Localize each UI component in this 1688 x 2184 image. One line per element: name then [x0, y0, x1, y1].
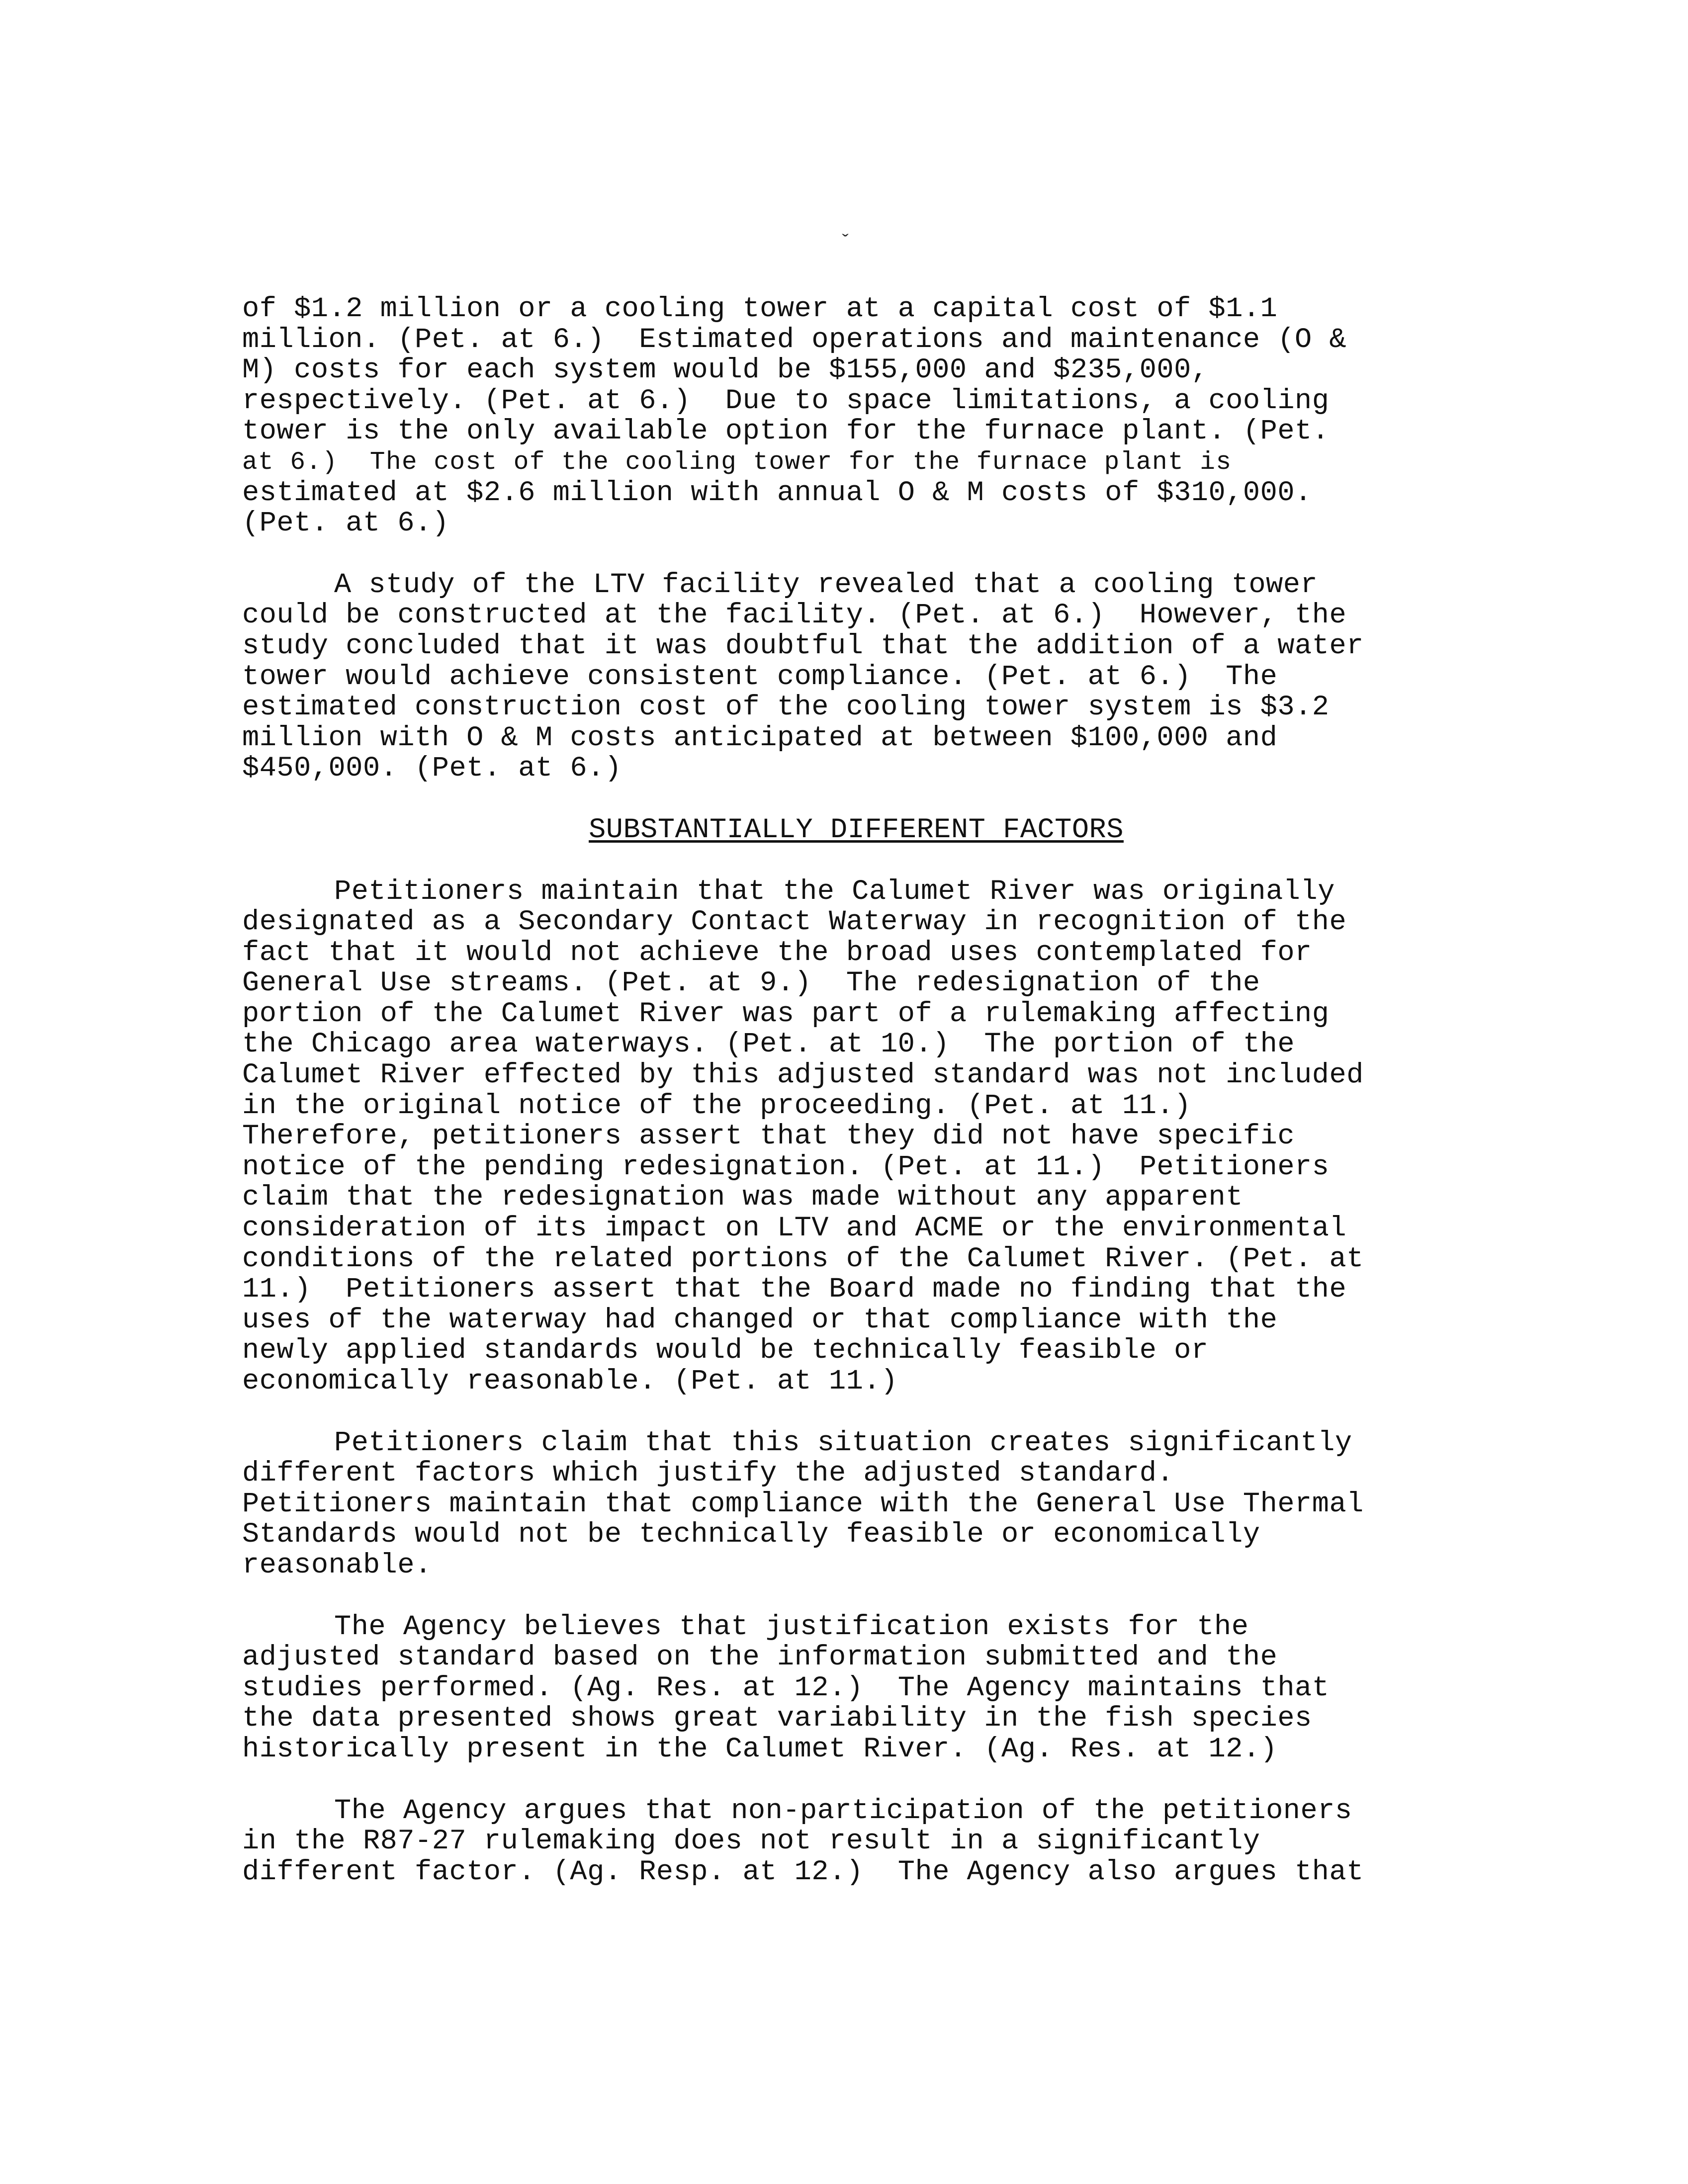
text-line: studies performed. (Ag. Res. at 12.) The Agency maintains that	[242, 1672, 1330, 1704]
text-line: fact that it would not achieve the broad uses contemplated for	[242, 937, 1312, 969]
text-line: M) costs for each system would be $155,000 and $235,000,	[242, 354, 1209, 387]
text-line: tower would achieve consistent compliance. (Pet. at 6.) The	[242, 661, 1278, 693]
text-line: A study of the LTV facility revealed that a cooling tower	[334, 569, 1318, 601]
text-line: in the original notice of the proceeding. (Pet. at 11.)	[242, 1090, 1191, 1122]
text-line: notice of the pending redesignation. (Pet. at 11.) Petitioners	[242, 1151, 1330, 1183]
text-line: estimated construction cost of the cooling tower system is $3.2	[242, 692, 1330, 724]
text-line: could be constructed at the facility. (Pet. at 6.) However, the	[242, 600, 1347, 632]
text-line: uses of the waterway had changed or that compliance with the	[242, 1304, 1278, 1336]
paragraph-petitioners-maintain	[242, 877, 1465, 1398]
text-line: The Agency believes that justification exists for the	[334, 1611, 1249, 1643]
text-line: million with O & M costs anticipated at between $100,000 and	[242, 722, 1278, 754]
text-line: designated as a Secondary Contact Waterway in recognition of the	[242, 906, 1347, 939]
paragraph-agency-believes	[242, 1612, 1465, 1765]
text-line: reasonable.	[242, 1549, 432, 1581]
text-line: estimated at $2.6 million with annual O & M costs of $310,000.	[242, 477, 1312, 509]
text-line: different factors which justify the adjusted standard.	[242, 1458, 1174, 1490]
text-line: Petitioners maintain that compliance with the General Use Thermal	[242, 1488, 1364, 1520]
text-line: study concluded that it was doubtful that the addition of a water	[242, 630, 1364, 662]
text-line: portion of the Calumet River was part of a rulemaking affecting	[242, 998, 1330, 1030]
text-line: (Pet. at 6.)	[242, 508, 449, 540]
text-line: Therefore, petitioners assert that they did not have specific	[242, 1121, 1295, 1153]
paragraph-petitioners-claim	[242, 1428, 1465, 1581]
text-line: tower is the only available option for the furnace plant. (Pet.	[242, 416, 1330, 448]
text-line: $450,000. (Pet. at 6.)	[242, 753, 622, 785]
text-line: Calumet River effected by this adjusted standard was not included	[242, 1059, 1364, 1092]
scan-mark: ˇ	[839, 232, 852, 255]
document-body	[242, 294, 1465, 1919]
text-line: in the R87-27 rulemaking does not result in a significantly	[242, 1826, 1260, 1858]
text-line: at 6.) The cost of the cooling tower for the furnace plant is	[242, 448, 1232, 477]
paragraph-ltv-study	[242, 570, 1465, 785]
paragraph-cooling-costs	[242, 294, 1465, 539]
section-heading: SUBSTANTIALLY DIFFERENT FACTORS	[589, 814, 1124, 846]
text-line: 11.) Petitioners assert that the Board made no finding that the	[242, 1274, 1347, 1306]
text-line: General Use streams. (Pet. at 9.) The redesignation of the	[242, 967, 1260, 1000]
text-line: newly applied standards would be technically feasible or	[242, 1335, 1209, 1367]
text-line: the Chicago area waterways. (Pet. at 10.) The portion of the	[242, 1029, 1295, 1061]
text-line: respectively. (Pet. at 6.) Due to space limitations, a cooling	[242, 385, 1330, 417]
text-line: claim that the redesignation was made without any apparent	[242, 1182, 1243, 1214]
text-line: Petitioners claim that this situation creates significantly	[334, 1427, 1352, 1459]
text-line: the data presented shows great variability in the fish species	[242, 1703, 1312, 1735]
text-line: conditions of the related portions of the Calumet River. (Pet. at	[242, 1243, 1364, 1275]
paragraph-agency-argues	[242, 1796, 1465, 1888]
text-line: consideration of its impact on LTV and ACME or the environmental	[242, 1213, 1347, 1245]
text-line: different factor. (Ag. Resp. at 12.) The Agency also argues that	[242, 1856, 1364, 1888]
text-line: Petitioners maintain that the Calumet River was originally	[334, 875, 1335, 908]
text-line: The Agency argues that non-participation of the petitioners	[334, 1795, 1352, 1827]
text-line: of $1.2 million or a cooling tower at a capital cost of $1.1	[242, 293, 1278, 325]
text-line: historically present in the Calumet River. (Ag. Res. at 12.)	[242, 1733, 1278, 1765]
text-line: economically reasonable. (Pet. at 11.)	[242, 1366, 898, 1398]
text-line: million. (Pet. at 6.) Estimated operations and maintenance (O &	[242, 324, 1347, 356]
text-line: adjusted standard based on the information submitted and the	[242, 1642, 1278, 1674]
text-line: Standards would not be technically feasible or economically	[242, 1519, 1260, 1551]
